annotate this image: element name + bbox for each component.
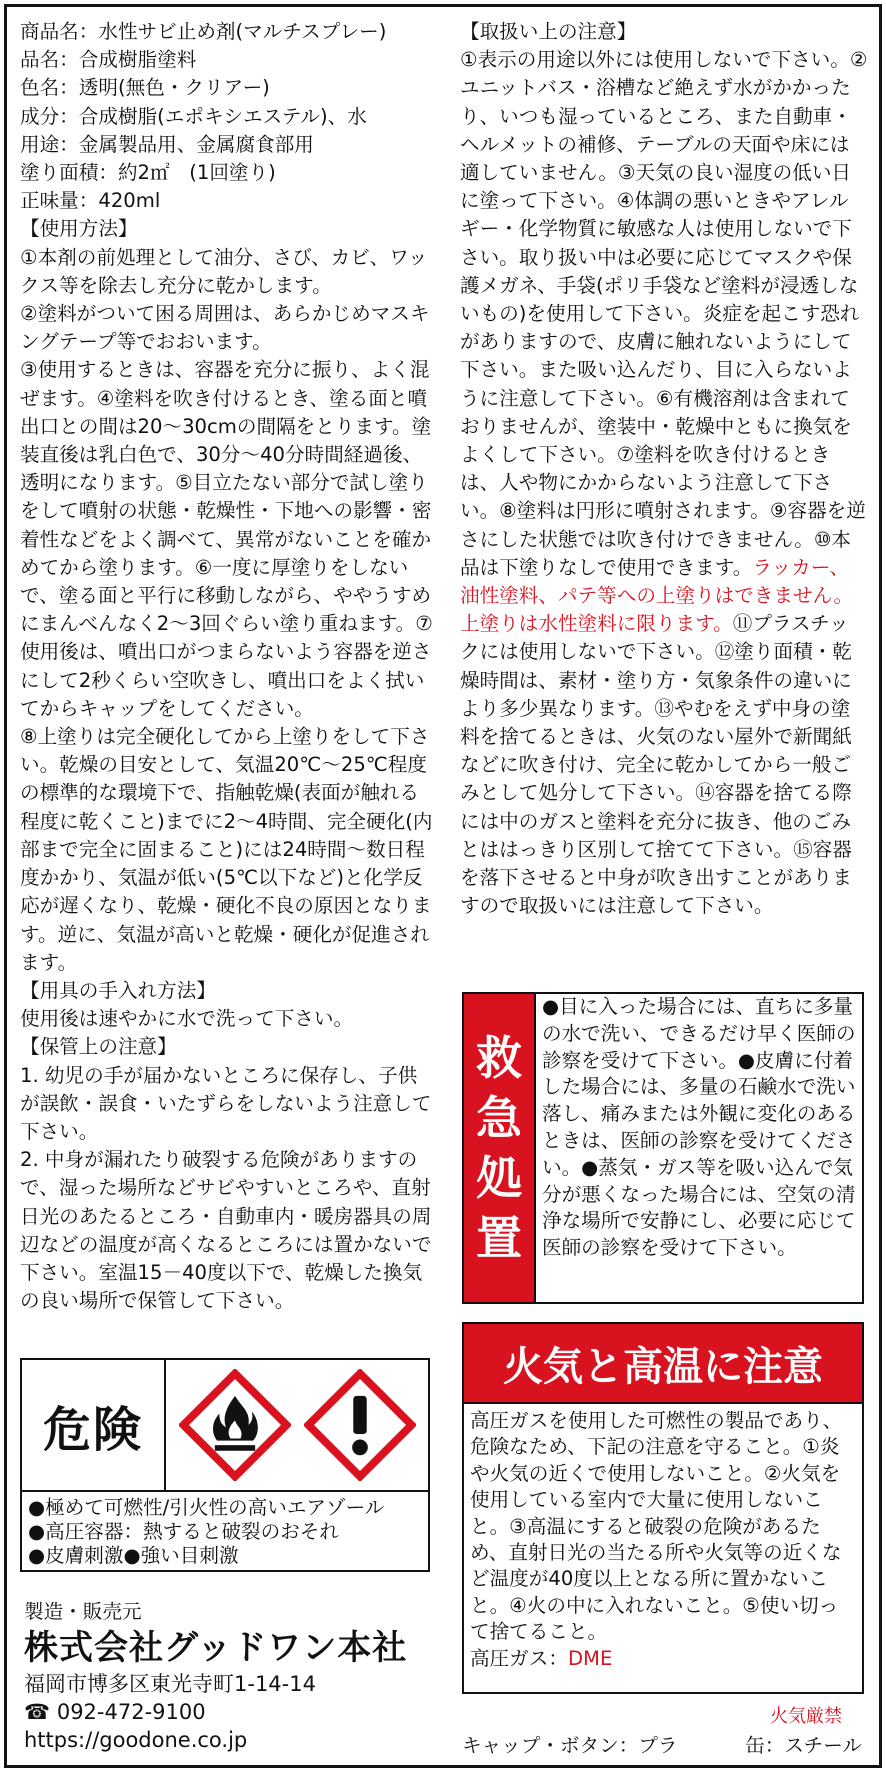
- hazard-statement: ●極めて可燃性/引火性の高いエアゾール: [28, 1496, 385, 1519]
- product-color: 色名：透明(無色・クリアー): [20, 76, 270, 100]
- care-heading: 【用具の手入れ方法】: [20, 978, 216, 1002]
- gas-type: [470, 1646, 856, 1672]
- handling-section: [460, 18, 868, 921]
- fire-warning-heading: 火気と高温に注意: [464, 1324, 862, 1404]
- hazard-statements: [22, 1492, 428, 1572]
- fire-warning-box: [462, 1322, 864, 1694]
- usage-section: [20, 215, 434, 1315]
- usage-step-1: ①本剤の前処理として油分、さび、カビ、ワックス等を除去し充分に乾かします。: [20, 245, 428, 297]
- usage-step-3: ③使用するときは、容器を充分に振り、よく混ぜます。④塗料を吹き付けるとき、塗る面と噴出口との間は20～30cmの間隔をとります。塗装直後は乳白色で、30分～40分時間経過後、透明になります。⑤目立たない部分で試し塗りをして噴射の状態・乾燥性・下地への影響・密着性などをよく調べて、異常がないことを確かめてから塗ります。⑥一度に厚塗りをしないで、塗る面と平行に移動しながら、ややうすめにまんべんなく2～3回ぐらい塗り重ねます。⑦使用後は、噴出口がつまらないよう容器を逆さにして2秒くらい空吹きし、噴出口をよく拭いてからキャップをしてください。: [20, 358, 433, 720]
- company-url[interactable]: https://goodone.co.jp: [24, 1728, 248, 1752]
- exclamation-icon: [304, 1369, 416, 1481]
- storage-heading: 【保管上の注意】: [20, 1035, 177, 1059]
- first-aid-title-char: 処: [476, 1151, 522, 1205]
- usage-heading: 【使用方法】: [20, 217, 138, 241]
- first-aid-box: [462, 992, 864, 1304]
- first-aid-title-char: 置: [476, 1211, 522, 1265]
- cap-material: キャップ・ボタン：プラ: [462, 1734, 678, 1757]
- product-info: [20, 18, 434, 215]
- handling-heading: 【取扱い上の注意】: [460, 20, 637, 43]
- hazard-header: [22, 1360, 428, 1492]
- handling-text: [460, 46, 868, 920]
- handling-part-2: ⑪プラスチックには使用しないで下さい。⑫塗り面積・乾燥時間は、素材・塗り方・気象条件の違いにより多少異なります。⑬やむをえず中身の塗料を捨てるときは、火気のない屋外で新聞紙などに吹き付け、完全に乾かしてから一般ごみとして処分して下さい。⑭容器を捨てる際には中のガスと塗料を充分に抜き、他のごみとははっきり区別して捨てて下さい。⑮容器を落下させると中身が吹き出すことがありますので取扱いには注意して下さい。: [460, 612, 852, 918]
- hazard-statement: ●皮膚刺激●強い目刺激: [28, 1544, 239, 1567]
- first-aid-title-char: 救: [476, 1031, 522, 1085]
- company-phone: ☎ 092-472-9100: [24, 1700, 206, 1724]
- care-text: 使用後は速やかに水で洗って下さい。: [20, 1007, 354, 1031]
- fire-warning-text: 高圧ガスを使用した可燃性の製品であり、危険なため、下記の注意を守ること。①炎や火気の近くで使用しないこと。②火気を使用している室内で大量に使用しないこと。③高温にすると破裂の危険があるため、直射日光の当たる所や火気等の近くなど温度が40度以上となる所に置かないこと。④火の中に入れないこと。⑤使い切って捨てること。: [470, 1409, 843, 1644]
- left-column: [20, 18, 434, 1315]
- gas-label: 高圧ガス：: [470, 1646, 568, 1670]
- fire-warning-body: [464, 1404, 862, 1676]
- fire-strictly-prohibited: 火気厳禁: [770, 1706, 842, 1727]
- product-use: 用途：金属製品用、金属腐食部用: [20, 132, 314, 156]
- hazard-statement: ●高圧容器：熱すると破裂のおそれ: [28, 1520, 340, 1543]
- material-info: [462, 1732, 862, 1760]
- can-material: 缶：スチール: [745, 1734, 862, 1757]
- flame-icon: [179, 1369, 291, 1481]
- first-aid-title-char: 急: [476, 1091, 522, 1145]
- product-coverage: 塗り面積：約2㎡ (1回塗り): [20, 161, 276, 185]
- company-address: 福岡市博多区東光寺町1-14-14: [24, 1672, 316, 1696]
- gas-value: DME: [567, 1646, 613, 1670]
- usage-step-2: ②塗料がついて困る周囲は、あらかじめマスキングテープ等でおおいます。: [20, 302, 430, 354]
- product-volume: 正味量：420ml: [20, 189, 161, 213]
- first-aid-text: ●目に入った場合には、直ちに多量の水で洗い、できるだけ早く医師の診察を受けて下さい。●皮膚に付着した場合には、多量の石鹸水で洗い落し、痛みまたは外観に変化のあるときは、医師の診察を受けてください。●蒸気・ガス等を吸い込んで気分が悪くなった場合には、空気の清浄な場所で安静にし、必要に応じて医師の診察を受けて下さい。: [542, 995, 856, 1260]
- hazard-pictograms: [166, 1360, 428, 1490]
- handling-warning-red: ラッカー、油性塗料、パテ等への上塗りはできません。上塗りは水性塗料に限ります。: [460, 555, 854, 636]
- manufacturer-info: [24, 1598, 444, 1754]
- product-ingredients: 成分：合成樹脂(エポキシエステル)、水: [20, 104, 367, 128]
- first-aid-title: [464, 994, 536, 1302]
- handling-part-1: ①表示の用途以外には使用しないで下さい。②ユニットバス・浴槽など絶えず水がかかったり、いつも湿っているところ、また自動車・ヘルメットの補修、テーブルの天面や床には適していません。③天気の良い湿度の低い日に塗って下さい。④体調の悪いときやアレルギー・化学物質に敏感な人は使用しないで下さい。取り扱い中は必要に応じてマスクや保護メガネ、手袋(ポリ手袋など塗料が浸透しないもの)を使用して下さい。炎症を起こす恐れがありますので、皮膚に触れないようにして下さい。また吸い込んだり、目に入らないように注意して下さい。⑥有機溶剤は含まれておりませんが、塗装中・乾燥中ともに換気をよくして下さい。⑦塗料を吹き付けるときは、人や物にかからないよう注意して下さい。⑧塗料は円形に噴射されます。⑨容器を逆さにした状態では吹き付けできません。⑩本品は下塗りなしで使用できます。: [460, 48, 868, 579]
- product-name: 商品名：水性サビ止め剤(マルチスプレー): [20, 20, 387, 43]
- company-name: 株式会社グッドワン本社: [24, 1628, 408, 1668]
- maker-label: 製造・販売元: [24, 1600, 142, 1623]
- storage-note-1: 1. 幼児の手が届かないところに保存し、子供が誤飲・誤食・いたずらをしないよう注意して下さい。: [20, 1063, 432, 1143]
- product-category: 品名：合成樹脂塗料: [20, 48, 197, 72]
- signal-word: 危険: [22, 1360, 166, 1490]
- storage-note-2: 2. 中身が漏れたり破裂する危険がありますので、湿った場所などサビやすいところや、直射日光のあたるところ・自動車内・暖房器具の周辺などの温度が高くなるところには置かないで下さい。室温15－40度以下で、乾燥した換気の良い場所で保管して下さい。: [20, 1148, 432, 1313]
- usage-step-4: ⑧上塗りは完全硬化してから上塗りをして下さい。乾燥の目安として、気温20℃～25℃程度の標準的な環境下で、指触乾燥(表面が触れる程度に乾くこと)までに2～4時間、完全硬化(内部まで完全に固まること)には24時間～数日程度かかり、気温が低い(5℃以下など)と化学反応が遅くなり、乾燥・硬化不良の原因となります。逆に、気温が高いと乾燥・硬化が促進されます。: [20, 725, 433, 974]
- hazard-box: [20, 1358, 430, 1572]
